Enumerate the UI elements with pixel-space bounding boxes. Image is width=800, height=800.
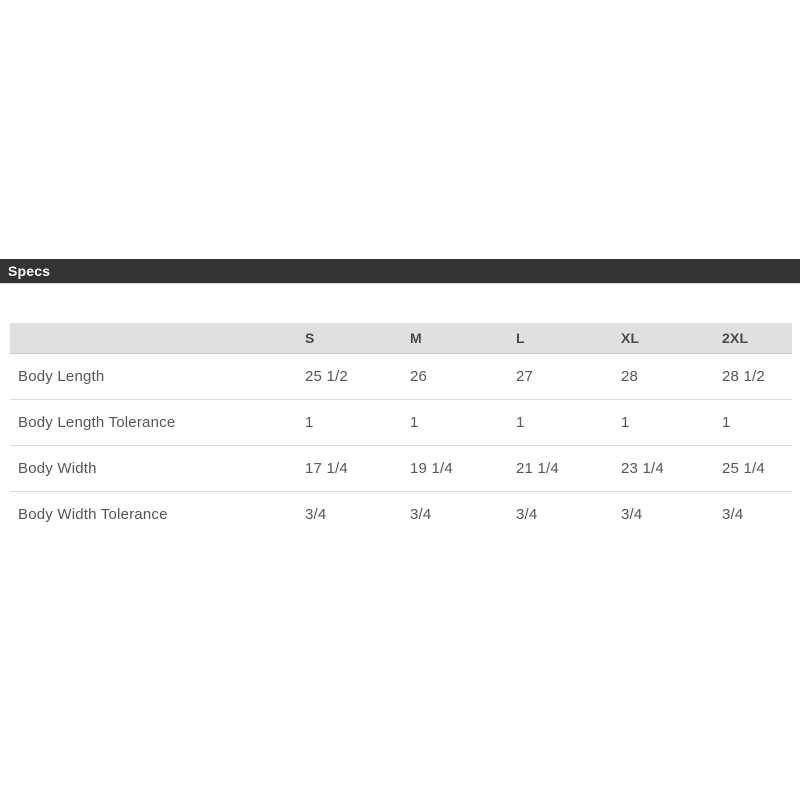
spec-value: 27	[516, 368, 534, 385]
column-header-l: L	[516, 323, 621, 354]
spec-value: 1	[516, 400, 621, 446]
spec-value: 1	[621, 400, 722, 446]
spec-value: 25 1/4	[722, 446, 792, 492]
specs-table	[10, 323, 792, 537]
specs-table-container	[10, 323, 792, 537]
table-row	[10, 400, 792, 446]
spec-value: 1	[410, 400, 516, 446]
spec-value: 19 1/4	[410, 446, 516, 492]
spec-value: 28	[621, 368, 639, 385]
table-row	[10, 446, 792, 492]
table-row	[10, 354, 792, 400]
spec-value: 17 1/4	[305, 446, 410, 492]
column-header-blank	[10, 323, 305, 354]
row-label: Body Length Tolerance	[10, 400, 305, 446]
specs-section-title: Specs	[8, 263, 51, 279]
table-header-row	[10, 323, 792, 354]
column-header-s: S	[305, 323, 410, 354]
row-label: Body Width Tolerance	[10, 492, 305, 538]
spec-value: 3/4	[516, 492, 621, 538]
column-header-xl: XL	[621, 323, 722, 354]
spec-value: 3/4	[305, 492, 410, 538]
spec-value: 3/4	[722, 492, 792, 538]
spec-value: 3/4	[410, 492, 516, 538]
spec-value: 1	[722, 400, 792, 446]
spec-value: 1	[305, 400, 410, 446]
table-row	[10, 492, 792, 538]
row-label: Body Width	[10, 446, 305, 492]
spec-value: 21 1/4	[516, 446, 621, 492]
column-header-m: M	[410, 323, 516, 354]
row-label: Body Length	[18, 368, 105, 385]
spec-value: 26	[410, 368, 428, 385]
spec-value: 25 1/2	[305, 368, 348, 385]
spec-value: 3/4	[621, 492, 722, 538]
column-header-2xl: 2XL	[722, 323, 792, 354]
spec-value: 23 1/4	[621, 446, 722, 492]
specs-section-bar	[0, 259, 800, 284]
spec-value: 28 1/2	[722, 368, 765, 385]
